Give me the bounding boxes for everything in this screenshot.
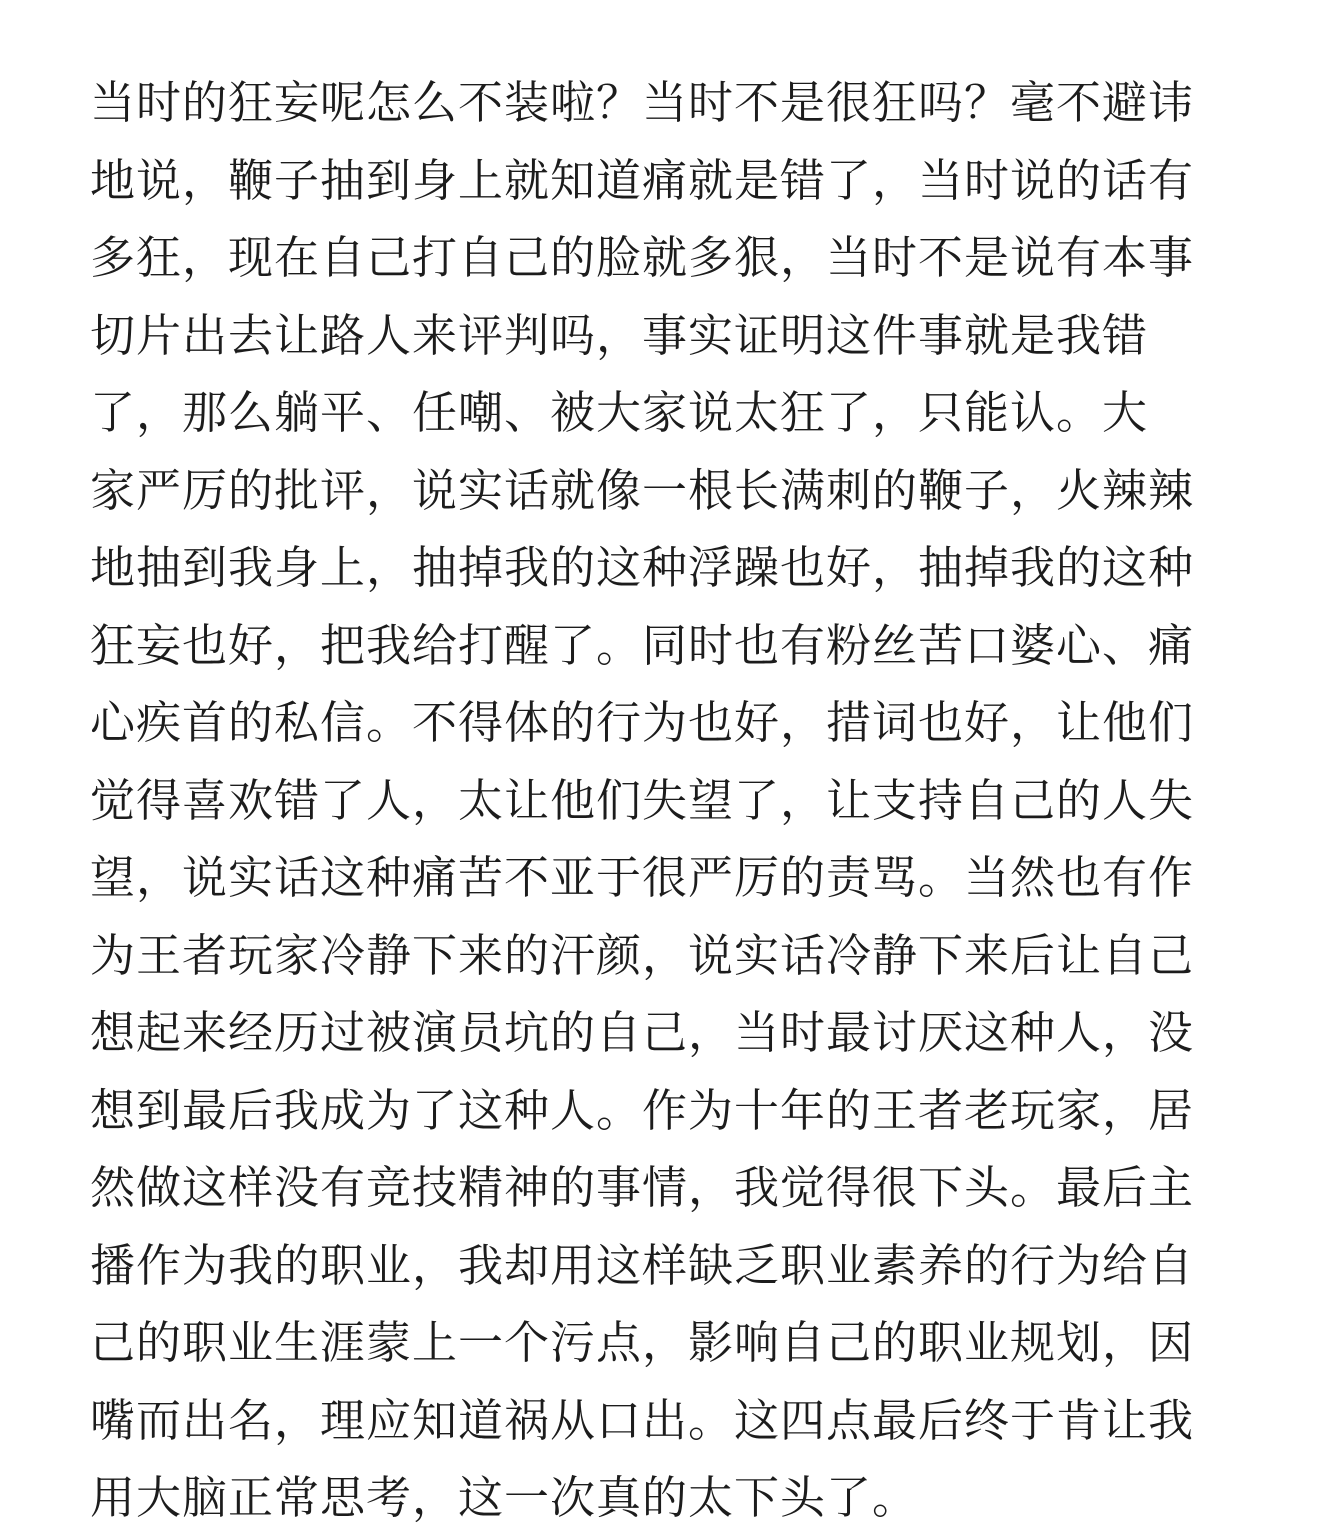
text-line: 用大脑正常思考，这一次真的太下头了。	[90, 1471, 919, 1524]
text-line: 地说，鞭子抽到身上就知道痛就是错了，当时说的话有	[90, 153, 1195, 207]
text-line: 播作为我的职业，我却用这样缺乏职业素养的行为给自	[90, 1238, 1195, 1292]
text-line: 家严厉的批评，说实话就像一根长满刺的鞭子，火辣辣	[90, 463, 1195, 517]
text-line: 然做这样没有竞技精神的事情，我觉得很下头。最后主	[90, 1161, 1195, 1214]
article-body	[90, 64, 1240, 1537]
text-line: 觉得喜欢错了人，太让他们失望了，让支持自己的人失	[90, 773, 1195, 827]
text-line: 当时的狂妄呢怎么不装啦？当时不是很狂吗？毫不避讳	[90, 76, 1195, 129]
text-line: 地抽到我身上，抽掉我的这种浮躁也好，抽掉我的这种	[90, 541, 1195, 594]
text-line: 狂妄也好，把我给打醒了。同时也有粉丝苦口婆心、痛	[90, 618, 1195, 672]
text-line: 了，那么躺平、任嘲、被大家说太狂了，只能认。大	[90, 386, 1149, 439]
text-line: 切片出去让路人来评判吗，事实证明这件事就是我错	[90, 308, 1149, 362]
text-line: 想起来经历过被演员坑的自己，当时最讨厌这种人，没	[90, 1006, 1195, 1059]
text-line: 心疾首的私信。不得体的行为也好，措词也好，让他们	[90, 696, 1195, 749]
text-line: 想到最后我成为了这种人。作为十年的王者老玩家，居	[90, 1083, 1195, 1137]
text-line: 多狂，现在自己打自己的脸就多狠，当时不是说有本事	[90, 231, 1195, 284]
text-line: 己的职业生涯蒙上一个污点，影响自己的职业规划，因	[90, 1316, 1195, 1369]
text-line: 望，说实话这种痛苦不亚于很严厉的责骂。当然也有作	[90, 851, 1195, 904]
text-line: 为王者玩家冷静下来的汗颜，说实话冷静下来后让自己	[90, 928, 1195, 982]
text-line: 嘴而出名，理应知道祸从口出。这四点最后终于肯让我	[90, 1393, 1195, 1447]
